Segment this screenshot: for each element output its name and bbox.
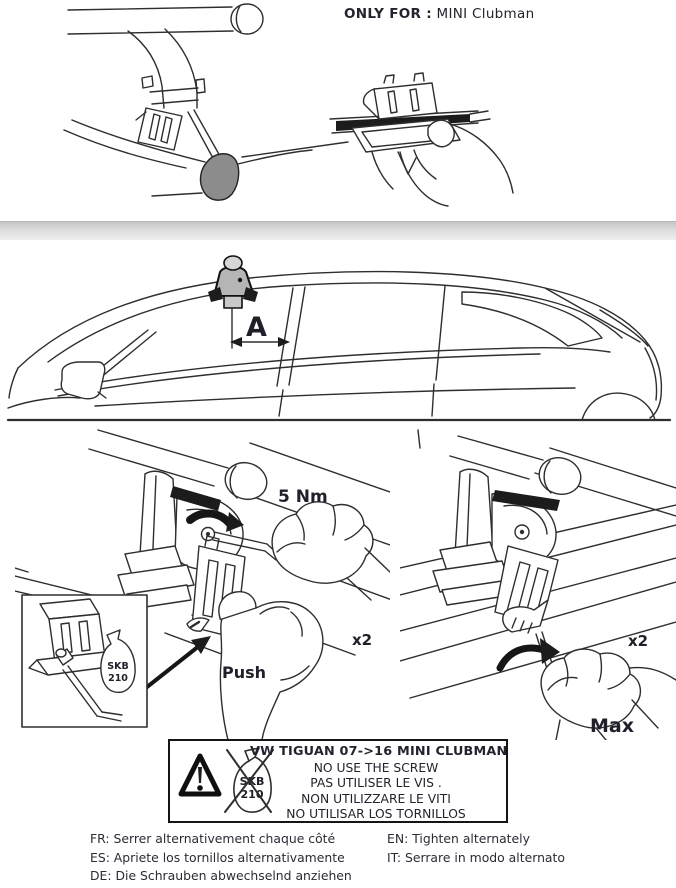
only-for-model: MINI Clubman [436,6,535,22]
roof-bar-foot-drawing [64,4,312,200]
warning-triangle-icon [178,752,222,800]
dimension-label: A [246,312,267,343]
warning-box [168,739,508,823]
step-final-illustration [400,428,676,740]
warning-text [250,761,502,823]
tightening-hand [272,502,390,600]
footnote-de: DE: Die Schrauben abwechselnd anziehen [90,868,352,884]
only-for-label: ONLY FOR : [344,6,432,22]
bag-label-line2: 210 [108,673,128,684]
bag-label-line2: 210 [240,788,264,801]
side-mirror [61,362,105,399]
only-for-note [344,6,534,22]
warning-title: VW TIGUAN 07->16 MINI CLUBMAN [250,744,508,759]
warning-line: NO UTILISAR LOS TORNILLOS [286,807,466,822]
footnotes-right-column [387,830,565,867]
warning-line: NON UTILIZZARE LE VITI [301,791,451,806]
rubber-pad [200,154,238,200]
push-label: Push [222,663,267,682]
top-detail-illustration [0,0,676,220]
footnote-fr: FR: Serrer alternativement chaque côté [90,831,336,846]
step-tighten-illustration [15,428,390,740]
repeat-label: x2 [628,632,649,650]
kit-inset-box [22,595,147,727]
dimension-A [230,308,290,348]
repeat-label: x2 [352,631,373,649]
warning-line: NO USE THE SCREW [313,761,439,775]
footnote-en: EN: Tighten alternately [387,831,530,846]
bar-end-cap [220,457,271,504]
car-side-view [0,248,676,424]
callout-line [242,142,348,157]
bracket-insert-drawing [330,73,513,206]
section-divider [0,221,676,240]
bag-label-line1: SKB [239,775,265,788]
max-label: Max [590,715,634,737]
torque-label: 5 Nm [278,487,328,507]
warning-line: PAS UTILISER LE VIS . [310,776,442,791]
footnotes-left-column [90,830,352,886]
footnote-es: ES: Apriete los tornillos alternativamente [90,849,345,865]
footnote-it: IT: Serrare in modo alternato [387,849,565,865]
bag-label-line1: SKB [107,661,129,672]
car-outline [8,272,670,420]
